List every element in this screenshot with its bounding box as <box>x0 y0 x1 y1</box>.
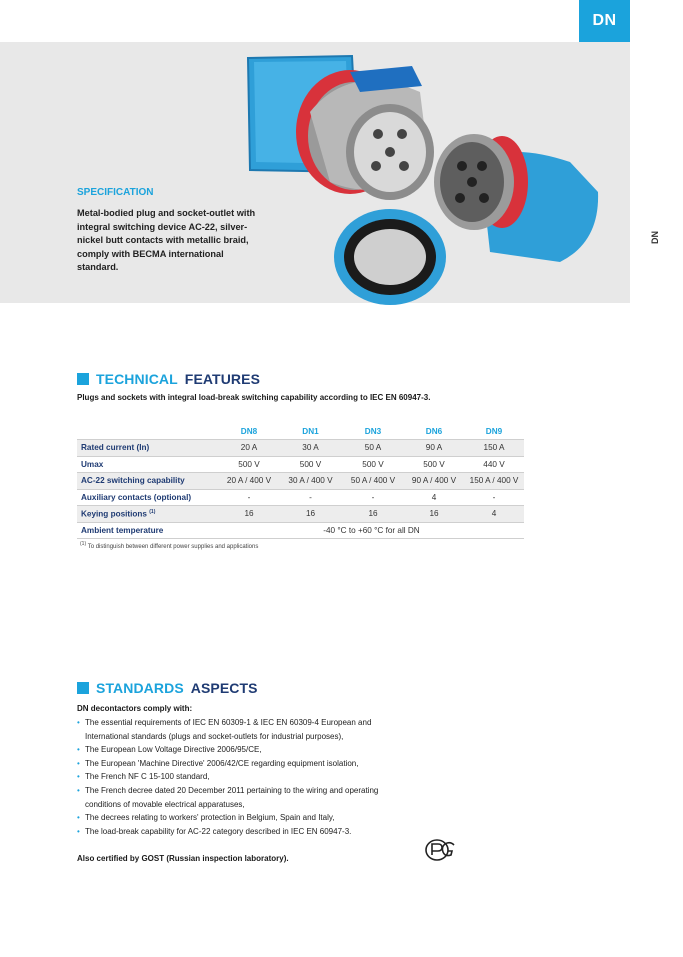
table-cell: 20 A <box>219 440 279 457</box>
gost-certification: Also certified by GOST (Russian inspection laboratory). <box>77 854 289 863</box>
table-cell: 150 A <box>464 440 524 457</box>
row-label <box>77 506 219 523</box>
list-item: • The French decree dated 20 December 2011 pertaining to the wiring and operating conditions of movable electrical apparatuses, <box>77 784 397 811</box>
table-cell: - <box>219 489 279 506</box>
technical-features-heading <box>77 371 260 387</box>
footnote-mark: (1) <box>80 541 87 547</box>
row-label: Ambient temperature <box>77 522 219 539</box>
standards-list <box>77 716 397 838</box>
table-cell: 150 A / 400 V <box>464 473 524 490</box>
table-cell: 90 A / 400 V <box>404 473 464 490</box>
table-cell: - <box>464 489 524 506</box>
column-header: DN1 <box>302 427 319 436</box>
column-header: DN8 <box>240 427 258 436</box>
row-label: Umax <box>77 456 219 473</box>
heading-accent-word: STANDARDS <box>96 680 184 696</box>
specification-title: SPECIFICATION <box>77 187 154 198</box>
table-cell: 50 A <box>342 440 404 457</box>
list-item: • The decrees relating to workers' protection in Belgium, Spain and Italy, <box>77 811 397 825</box>
row-label: AC-22 switching capability <box>77 473 219 490</box>
table-cell: 30 A <box>279 440 342 457</box>
table-footnote <box>80 541 258 550</box>
standards-aspects-heading <box>77 680 258 696</box>
heading-word: ASPECTS <box>190 680 258 696</box>
table-cell: 30 A / 400 V <box>279 473 342 490</box>
footnote-mark: (1) <box>149 508 156 515</box>
table-cell: 500 V <box>342 456 404 473</box>
row-label-text: Keying positions <box>81 509 147 519</box>
table-cell: 500 V <box>219 456 279 473</box>
table-header-row <box>77 424 524 440</box>
table-cell: 20 A / 400 V <box>219 473 279 490</box>
section-tab: DN <box>579 0 630 42</box>
table-cell: 4 <box>464 506 524 523</box>
gost-certification-logo <box>424 838 456 862</box>
row-label: Auxiliary contacts (optional) <box>77 489 219 506</box>
table-row <box>77 506 524 523</box>
table-cell: 16 <box>279 506 342 523</box>
row-label: Rated current (In) <box>77 440 219 457</box>
table-corner-cell <box>77 424 219 440</box>
table-row <box>77 522 524 539</box>
table-cell: -40 °C to +60 °C for all DN <box>219 522 524 539</box>
heading-accent-word: TECHNICAL <box>96 371 178 387</box>
table-cell: 500 V <box>404 456 464 473</box>
table-cell: 16 <box>342 506 404 523</box>
heading-word: FEATURES <box>184 371 261 387</box>
table-cell: 500 V <box>279 456 342 473</box>
table-cell: - <box>342 489 404 506</box>
table-cell: 16 <box>404 506 464 523</box>
list-item: • The load-break capability for AC-22 category described in IEC EN 60947-3. <box>77 825 397 839</box>
technical-lead: Plugs and sockets with integral load-break switching capability according to IEC EN 60947-3. <box>77 393 431 402</box>
list-item: • The French NF C 15-100 standard, <box>77 770 397 784</box>
specification-text: Metal-bodied plug and socket-outlet with integral switching device AC-22, silver-nickel butt contacts with metallic braid, comply with BECMA international standard. <box>77 208 256 273</box>
heading-square-icon <box>77 682 89 694</box>
table-row <box>77 456 524 473</box>
table-cell: 16 <box>219 506 279 523</box>
list-item: • The European Low Voltage Directive 2006/95/CE, <box>77 743 397 757</box>
heading-square-icon <box>77 373 89 385</box>
table-cell: 4 <box>404 489 464 506</box>
side-section-label: DN <box>650 231 660 244</box>
list-item: • The European 'Machine Directive' 2006/42/CE regarding equipment isolation, <box>77 757 397 771</box>
column-header: DN9 <box>485 427 503 436</box>
table-row <box>77 440 524 457</box>
list-item: • The essential requirements of IEC EN 60309-1 & IEC EN 60309-4 European and International standards (plugs and socket-outlets for industrial purposes), <box>77 716 397 743</box>
table-row <box>77 473 524 490</box>
footnote-text: To distinguish between different power supplies and applications <box>87 544 259 550</box>
product-illustration <box>240 52 610 312</box>
table-cell: - <box>279 489 342 506</box>
column-header: DN6 <box>425 427 443 436</box>
column-header: DN3 <box>364 427 382 436</box>
standards-intro: DN decontactors comply with: <box>77 704 193 713</box>
technical-features-table <box>77 424 524 539</box>
table-cell: 50 A / 400 V <box>342 473 404 490</box>
table-cell: 90 A <box>404 440 464 457</box>
table-cell: 440 V <box>464 456 524 473</box>
table-row <box>77 489 524 506</box>
